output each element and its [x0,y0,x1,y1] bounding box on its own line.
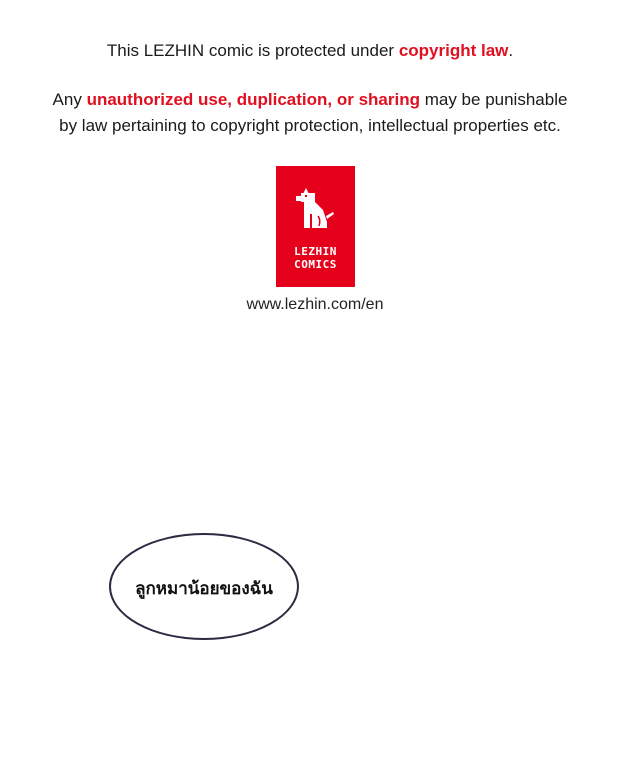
logo-text-comics: COMICS [294,258,337,271]
notice-highlight: unauthorized use, duplication, or sharing [86,90,420,109]
notice-text: This LEZHIN comic is protected under [106,41,399,60]
site-url: www.lezhin.com/en [246,296,384,313]
speech-bubble [109,533,299,640]
speech-bubble-text: ลูกหมาน้อยของฉัน [135,579,273,599]
notice-text: Any [52,90,87,109]
copyright-notice-line-1 [0,40,620,62]
copyright-notice-line-2 [0,89,620,111]
lezhin-comics-logo [276,166,355,287]
dog-icon [293,186,337,230]
notice-text: may be punishable [420,90,568,109]
notice-text: . [508,41,514,60]
copyright-notice-line-3: by law pertaining to copyright protection, intellectual properties etc. [59,116,561,135]
logo-text-lezhin: LEZHIN [294,245,337,258]
notice-highlight: copyright law [398,41,509,60]
